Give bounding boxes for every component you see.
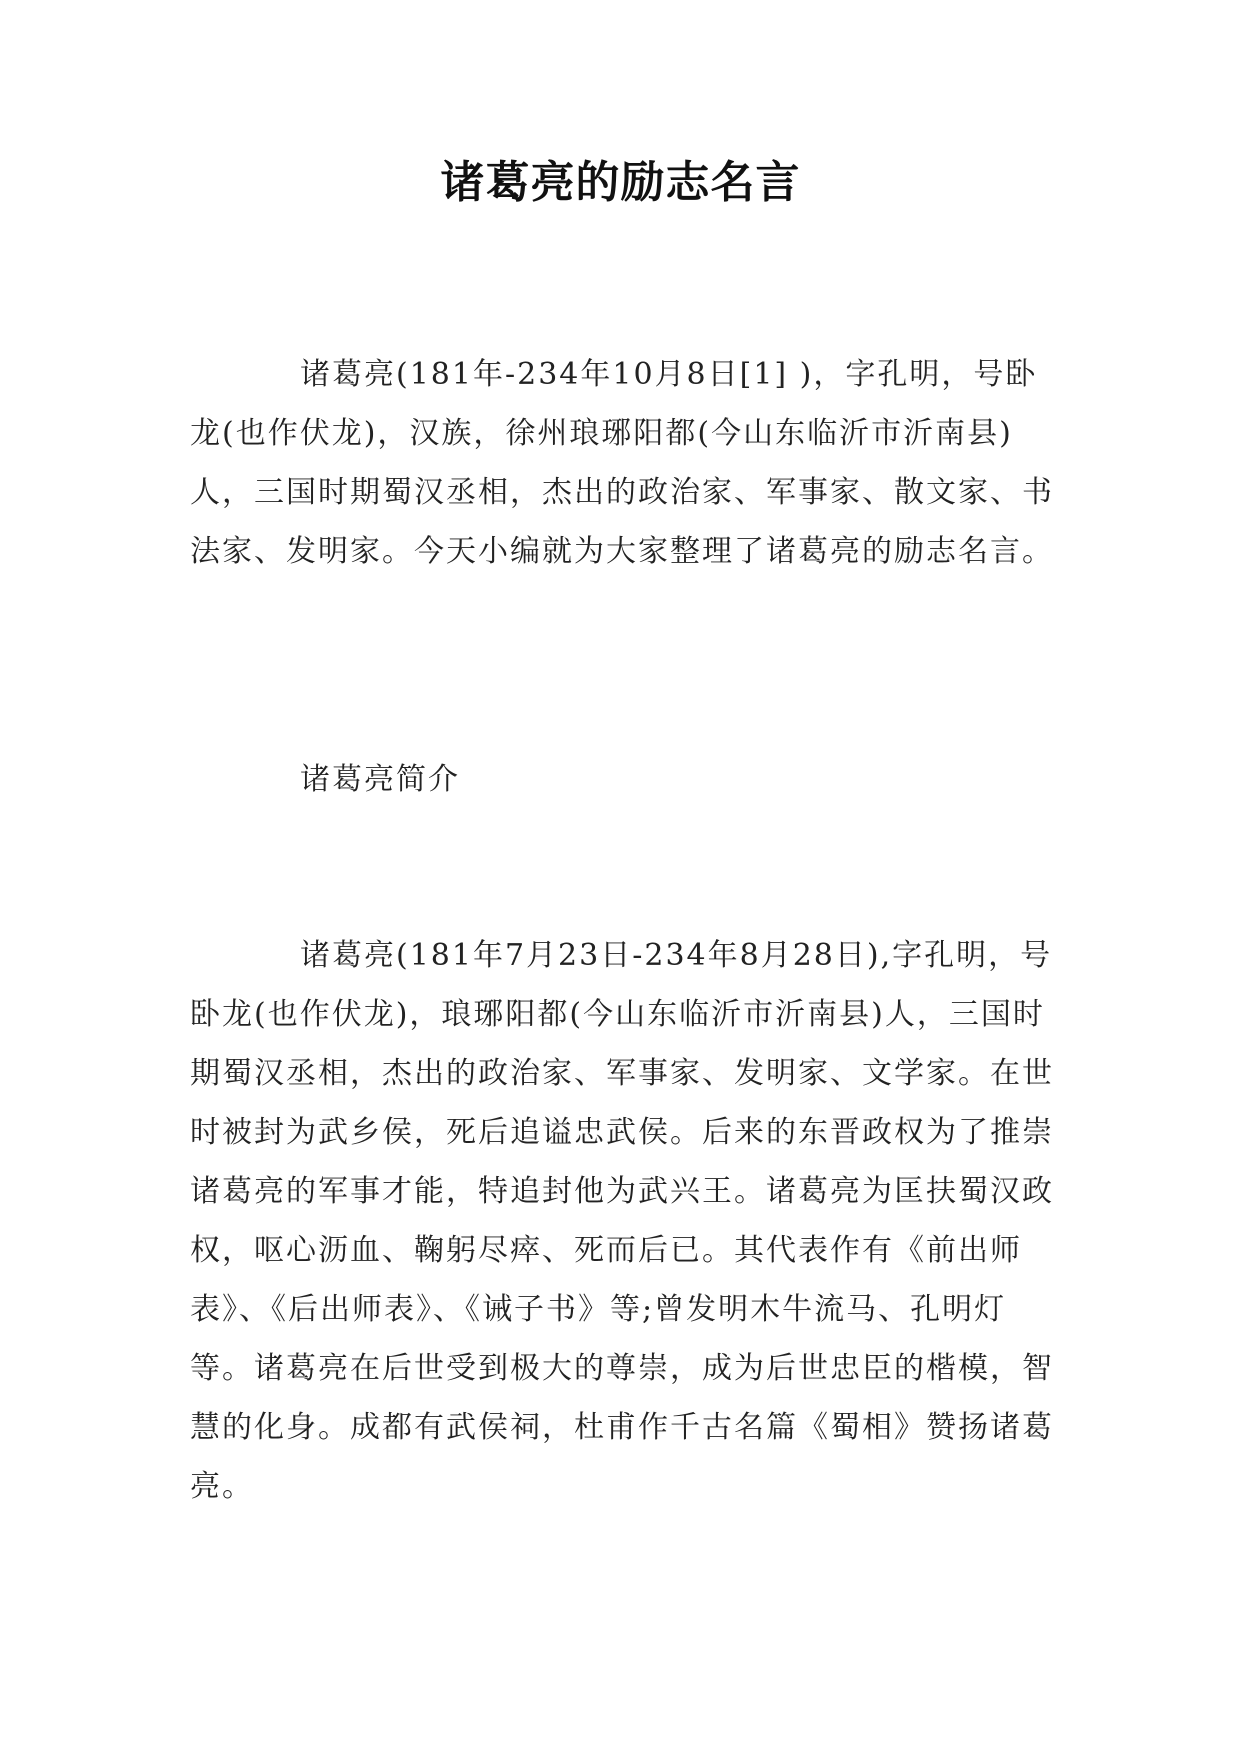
intro-paragraph: 诸葛亮(181年-234年10月8日[1] )，字孔明，号卧龙(也作伏龙)，汉族，徐州琅琊阳都(今山东临沂市沂南县)人，三国时期蜀汉丞相，杰出的政治家、军事家、散文家、书法家、发明家。今天小编就为大家整理了诸葛亮的励志名言。: [190, 357, 1054, 569]
document-title: 诸葛亮的励志名言: [440, 157, 801, 208]
section-heading: 诸葛亮简介: [300, 762, 460, 797]
biography-paragraph: 诸葛亮(181年7月23日-234年8月28日),字孔明，号卧龙(也作伏龙)，琅琊阳都(今山东临沂市沂南县)人，三国时期蜀汉丞相，杰出的政治家、军事家、发明家、文学家。在世时被封为武乡侯，死后追谥忠武侯。后来的东晋政权为了推崇诸葛亮的军事才能，特追封他为武兴王。诸葛亮为匡扶蜀汉政权，呕心沥血、鞠躬尽瘁、死而后已。其代表作有《前出师表》、《后出师表》、《诫子书》等;曾发明木牛流马、孔明灯等。诸葛亮在后世受到极大的尊崇，成为后世忠臣的楷模，智慧的化身。成都有武侯祠，杜甫作千古名篇《蜀相》赞扬诸葛亮。: [190, 938, 1054, 1504]
